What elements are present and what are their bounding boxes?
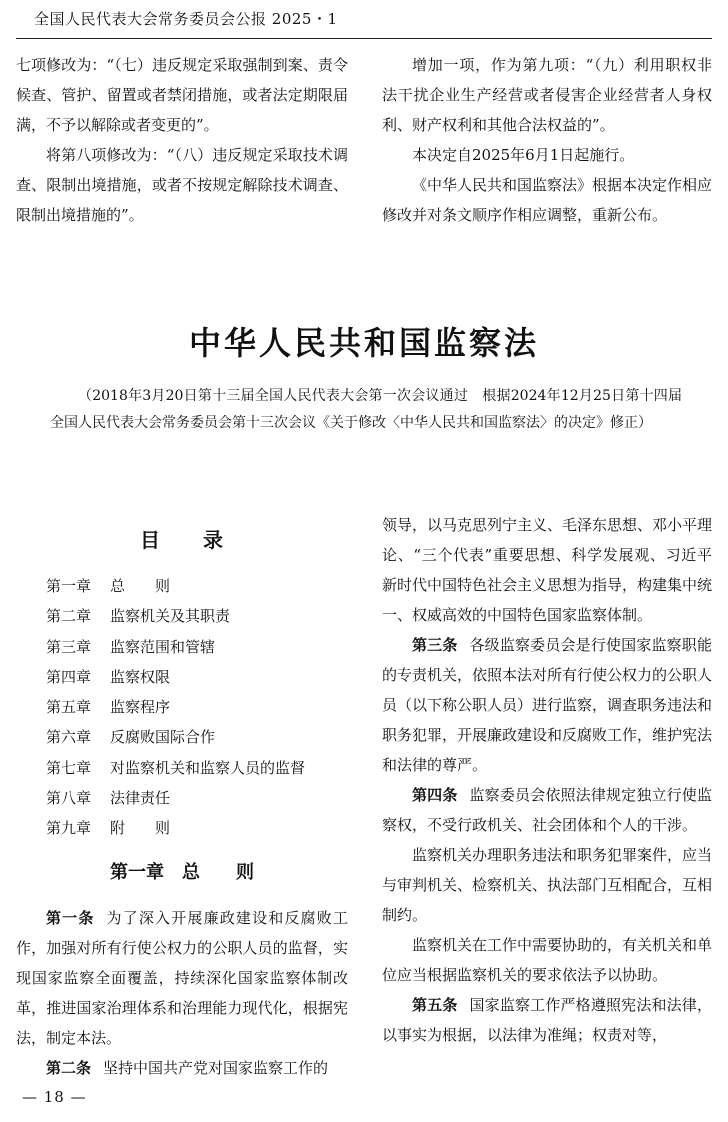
article-2 [16, 1053, 348, 1083]
amendment-paragraph: 七项修改为：“（七）违反规定采取强制到案、责令候查、管护、留置或者禁闭措施，或者法定期限届满，不予以解除或者变更的”。 [16, 56, 348, 134]
article-label: 第五条 [412, 996, 458, 1014]
toc-item [46, 571, 346, 601]
article-text: 坚持中国共产党对国家监察工作的 [103, 1059, 329, 1077]
toc-chapter-name: 对监察机关和监察人员的监督 [110, 758, 306, 777]
effective-date-paragraph: 本决定自2025年6月1日起施行。 [412, 146, 635, 164]
article-4-paragraph-3: 监察机关在工作中需要协助的，有关机关和单位应当根据监察机关的要求依法予以协助。 [382, 936, 713, 984]
amendment-paragraph: 将第八项修改为：“（八）违反规定采取技术调查、限制出境措施，或者不按规定解除技术调查、限制出境措施的”。 [16, 146, 348, 224]
republication-paragraph: 《中华人民共和国监察法》根据本决定作相应修改并对条文顺序作相应调整，重新公布。 [382, 176, 713, 224]
toc-chapter-name: 法律责任 [110, 789, 171, 808]
toc-item [46, 753, 346, 783]
toc-chapter-number: 第八章 [46, 789, 92, 808]
article-label: 第二条 [46, 1059, 92, 1077]
toc-chapter-number: 第六章 [46, 728, 92, 747]
toc-item [46, 662, 346, 692]
page-number: — 18 — [22, 1088, 87, 1106]
running-header: 全国人民代表大会常务委员会公报 2025・1 [34, 10, 338, 28]
toc-item [46, 722, 346, 752]
article-3 [382, 630, 712, 780]
toc-chapter-number: 第二章 [46, 607, 92, 626]
toc-item [46, 632, 346, 662]
toc-chapter-number: 第九章 [46, 819, 92, 838]
toc-chapter-name: 监察范围和管辖 [110, 637, 216, 656]
toc-chapter-name: 监察机关及其职责 [110, 607, 231, 626]
law-body-left [16, 903, 348, 1083]
article-label: 第一条 [46, 909, 95, 927]
toc-chapter-name: 监察权限 [110, 667, 171, 686]
article-text: 监察委员会依照法律规定独立行使监察权，不受行政机关、社会团体和个人的干涉。 [382, 786, 712, 834]
preamble-text: （2018年3月20日第十三届全国人民代表大会第一次会议通过 根据2024年12月25日第十四届全国人民代表大会常务委员会第十三次会议《关于修改〈中华人民共和国监察法〉的决定》修正） [50, 388, 682, 431]
toc-chapter-number: 第四章 [46, 667, 92, 686]
article-5 [382, 990, 712, 1050]
law-title: 中华人民共和国监察法 [188, 324, 539, 362]
article-1 [16, 903, 348, 1053]
toc-title: 目 录 [140, 528, 224, 552]
toc-chapter-name: 总 则 [110, 577, 171, 595]
toc-chapter-number: 第一章 [46, 577, 92, 595]
article-4-paragraph-2: 监察机关办理职务违法和职务犯罪案件，应当与审判机关、检察机关、执法部门互相配合，互相制约。 [382, 846, 713, 924]
article-2-continued: 领导，以马克思列宁主义、毛泽东思想、邓小平理论、“三个代表”重要思想、科学发展观、习近平新时代中国特色社会主义思想为指导，构建集中统一、权威高效的中国特色国家监察体制。 [382, 516, 713, 624]
toc-item [46, 601, 346, 631]
toc-item [46, 783, 346, 813]
law-preamble [50, 383, 682, 437]
toc-chapter-name: 附 则 [110, 819, 171, 838]
toc-chapter-number: 第七章 [46, 758, 92, 777]
toc-chapter-number: 第五章 [46, 698, 92, 717]
toc-item [46, 813, 346, 843]
toc-item [46, 692, 346, 722]
article-text: 为了深入开展廉政建设和反腐败工作，加强对所有行使公权力的公职人员的监督，实现国家监察全面覆盖，持续深化国家监察体制改革，推进国家治理体系和治理能力现代化，根据宪法，制定本法。 [16, 909, 348, 1047]
amendment-text-right [382, 50, 712, 230]
article-label: 第四条 [412, 786, 458, 804]
article-4 [382, 780, 712, 840]
article-text: 国家监察工作严格遵照宪法和法律，以事实为根据，以法律为准绳；权责对等， [382, 996, 712, 1044]
toc-chapter-name: 监察程序 [110, 698, 171, 717]
law-body-right [382, 510, 712, 1050]
table-of-contents [46, 571, 346, 844]
article-label: 第三条 [412, 636, 458, 654]
header-divider [16, 38, 712, 39]
amendment-paragraph: 增加一项，作为第九项：“（九）利用职权非法干扰企业生产经营或者侵害企业经营者人身权利、财产权利和其他合法权益的”。 [382, 56, 712, 134]
toc-chapter-name: 反腐败国际合作 [110, 728, 216, 747]
article-text: 各级监察委员会是行使国家监察职能的专责机关，依照本法对所有行使公权力的公职人员（以下称公职人员）进行监察，调查职务违法和职务犯罪，开展廉政建设和反腐败工作，维护宪法和法律的尊严。 [382, 636, 713, 774]
chapter-title: 第一章 总 则 [110, 862, 254, 883]
toc-chapter-number: 第三章 [46, 637, 92, 656]
amendment-text-left [16, 50, 348, 230]
